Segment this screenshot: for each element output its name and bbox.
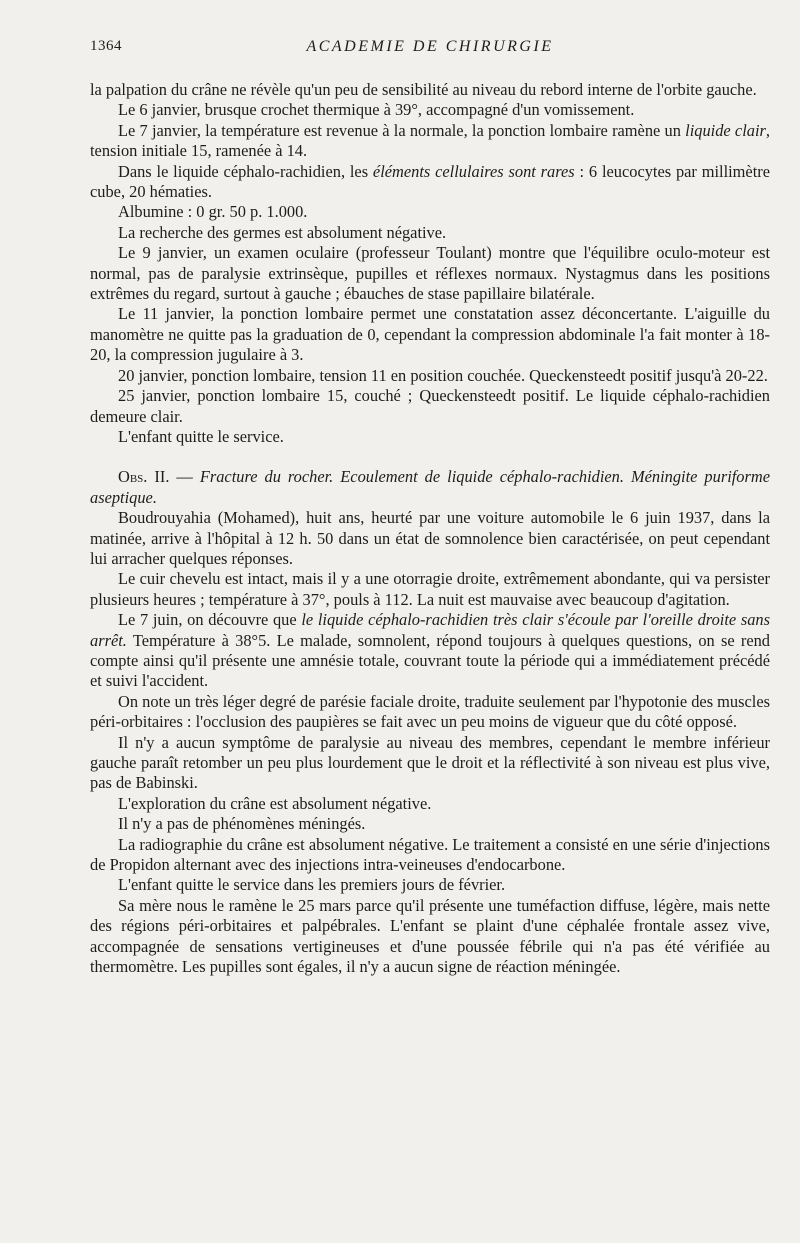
paragraph: On note un très léger degré de parésie faciale droite, traduite seulement par l'hypotonie des muscles péri-orbitaires : l'occlusion des paupières se fait avec un peu moins de vigueur que du côté opposé. — [90, 691, 770, 732]
paragraph: Le 11 janvier, la ponction lombaire permet une constatation assez déconcertante. L'aiguille du manomètre ne quitte pas la graduation de 0, cependant la compression abdominale l'a fait monter à 18-20, la compression jugulaire à 3. — [90, 304, 770, 365]
emphasis: liquide clair — [685, 120, 766, 140]
observation-title: Fracture du rocher. Ecoulement de liquide céphalo-rachidien. Méningite puriforme aseptique. — [90, 467, 770, 507]
paragraph: Il n'y a aucun symptôme de paralysie au niveau des membres, cependant le membre inférieur gauche paraît retomber un peu plus lourdement que le droit et la réflectivité à son niveau est plus vive, pas de Babinski. — [90, 732, 770, 793]
page-header — [90, 38, 770, 62]
paragraph: Le 6 janvier, brusque crochet thermique à 39°, accompagné d'un vomissement. — [118, 100, 635, 120]
text-run: : 6 leucocytes par millimètre cube, 20 hématies. — [90, 161, 770, 202]
paragraph: Albumine : 0 gr. 50 p. 1.000. — [118, 202, 308, 222]
body-text — [90, 80, 770, 977]
emphasis: le liquide céphalo-rachidien très clair s'écoule par l'oreille droite sans arrêt. — [90, 610, 770, 650]
paragraph: la palpation du crâne ne révèle qu'un peu de sensibilité au niveau du rebord interne de l'orbite gauche. — [90, 80, 757, 99]
paragraph — [90, 162, 770, 203]
paragraph — [90, 121, 770, 162]
paragraph — [90, 610, 770, 692]
heading-dash: — — [169, 467, 200, 487]
paragraph: Boudrouyahia (Mohamed), huit ans, heurté par une voiture automobile le 6 juin 1937, dans la matinée, arrive à l'hôpital à 12 h. 50 dans un état de somnolence bien caractérisée, on peut cependant lui arracher quelques réponses. — [90, 508, 770, 568]
observation-label: Obs. II. — [118, 467, 170, 487]
paragraph: La radiographie du crâne est absolument négative. Le traitement a consisté en une série d'injections de Propidon alternant avec des injections intra-veineuses d'endocarbone. — [90, 834, 770, 875]
paragraph: Le 9 janvier, un examen oculaire (professeur Toulant) montre que l'équilibre oculo-moteur est normal, pas de paralysie extrinsèque, pupilles et réflexes normaux. Nystagmus dans les positions extrêmes du regard, surtout à gauche ; ébauches de stase papillaire bilatérale. — [90, 243, 770, 304]
section-gap — [90, 447, 770, 467]
running-title: ACADEMIE DE CHIRURGIE — [306, 38, 554, 55]
paragraph: L'exploration du crâne est absolument négative. — [118, 793, 432, 813]
emphasis: éléments cellulaires sont rares — [372, 161, 575, 181]
paragraph: Il n'y a pas de phénomènes méningés. — [118, 814, 366, 834]
paragraph: La recherche des germes est absolument négative. — [118, 222, 447, 242]
paragraph: L'enfant quitte le service dans les premiers jours de février. — [118, 875, 506, 895]
paragraph: Sa mère nous le ramène le 25 mars parce qu'il présente une tuméfaction diffuse, légère, mais nette des régions péri-orbitaires et palpébrales. L'enfant se plaint d'une céphalée frontale assez vive, accompagnée de sensations vertigineuses et d'une poussée fébrile qui n'a pas été vérifiée au thermomètre. Les pupilles sont égales, il n'y a aucun signe de réaction méningée. — [90, 895, 770, 977]
page-number: 1364 — [90, 38, 122, 54]
observation-heading — [90, 467, 770, 508]
text-run: Température à 38°5. Le malade, somnolent, répond toujours à quelques questions, on se rend compte ainsi qu'il présente une amnésie totale, couvrant toute la période qui a immédiatement précédé et suivi l'accident. — [90, 630, 770, 691]
text-run: Le 7 juin, on découvre que — [118, 610, 302, 630]
text-run: Dans le liquide céphalo-rachidien, les — [118, 161, 373, 181]
paragraph: 20 janvier, ponction lombaire, tension 11 en position couchée. Queckensteedt positif jusqu'à 20-22. — [118, 365, 768, 385]
text-run: Le 7 janvier, la température est revenue à la normale, la ponction lombaire ramène un — [118, 120, 686, 140]
text-run: , tension initiale 15, ramenée à 14. — [90, 120, 771, 161]
paragraph: Le cuir chevelu est intact, mais il y a une otorragie droite, extrêmement abondante, qui va persister plusieurs heures ; température à 37°, pouls à 112. La nuit est mauvaise avec beaucoup d'agitation. — [90, 569, 770, 609]
paragraph: 25 janvier, ponction lombaire 15, couché ; Queckensteedt positif. Le liquide céphalo-rachidien demeure clair. — [90, 386, 770, 426]
paragraph: L'enfant quitte le service. — [118, 426, 284, 446]
